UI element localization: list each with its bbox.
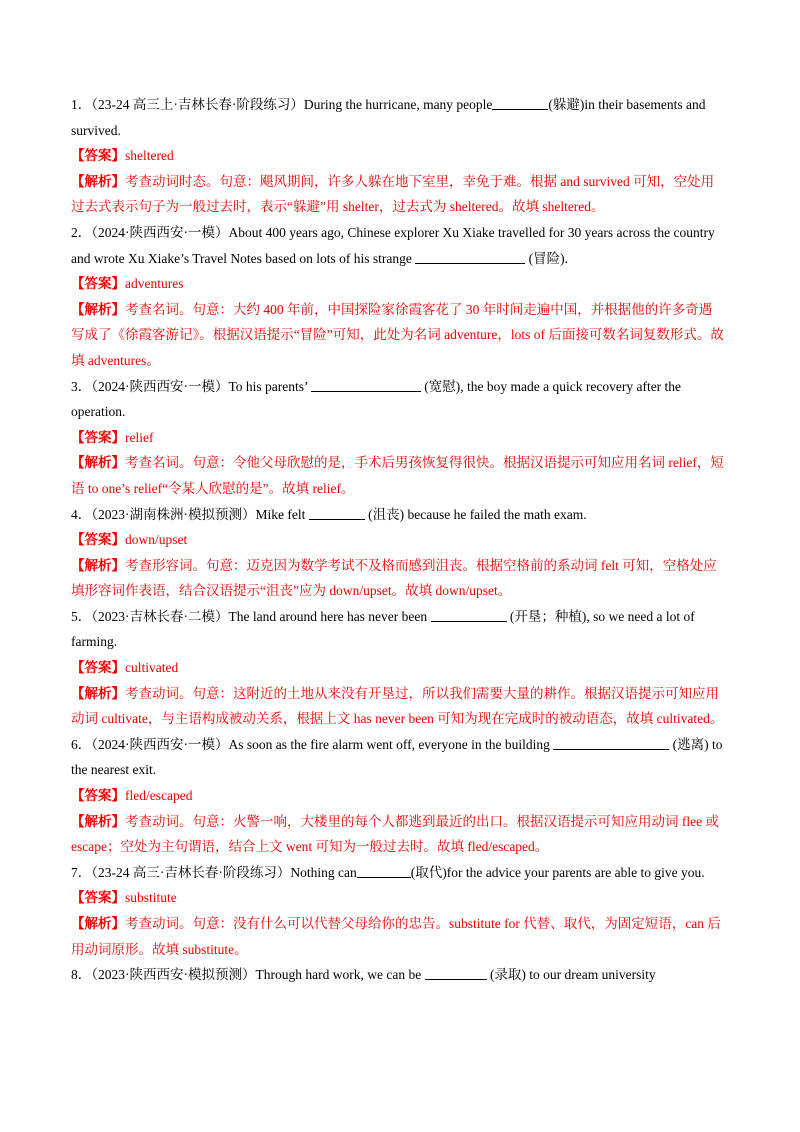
- analysis-label: 【解析】: [71, 685, 125, 701]
- answer-label: 【答案】: [71, 788, 125, 804]
- answer-label: 【答案】: [71, 660, 125, 676]
- analysis-text: 考查动词。句意：这附近的土地从来没有开垦过，所以我们需要大量的耕作。根据汉语提示可知应用动词 cultivate，与主语构成被动关系，根据上文 has never been 可知为现在完成时的被动语态，故填 cultivated。: [71, 685, 724, 727]
- question-3: [71, 374, 724, 425]
- analysis-label: 【解析】: [71, 916, 125, 931]
- answer-blank[interactable]: [415, 249, 525, 264]
- analysis-1: [71, 169, 724, 220]
- question-text: (沮丧) because he failed the math exam.: [364, 506, 587, 522]
- answer-text: adventures: [125, 276, 184, 292]
- analysis-text: 考查动词。句意：没有什么可以代替父母给你的忠告。substitute for 代替、取代，为固定短语，can 后用动词原形。故填 substitute。: [71, 916, 721, 957]
- analysis-label: 【解析】: [71, 301, 125, 317]
- answer-6: [71, 783, 724, 809]
- answer-label: 【答案】: [71, 148, 125, 164]
- answer-blank[interactable]: [309, 505, 365, 520]
- analysis-label: 【解析】: [71, 557, 125, 573]
- question-text: 8．（2023·陕西西安·模拟预测）Through hard work, we can be: [71, 967, 425, 983]
- answer-blank[interactable]: [431, 607, 507, 622]
- answer-1: [71, 143, 724, 169]
- analysis-text: 考查名词。句意：令他父母欣慰的是，手术后男孩恢复得很快。根据汉语提示可知应用名词 relief，短语 to one’s relief“令某人欣慰的是”。故填 relief。: [71, 455, 724, 496]
- answer-4: [71, 527, 724, 553]
- answer-text: down/upset: [125, 532, 188, 548]
- answer-label: 【答案】: [71, 276, 125, 292]
- question-text: (取代)for the advice your parents are able to give you.: [410, 864, 705, 880]
- analysis-2: [71, 297, 724, 374]
- question-2: [71, 220, 724, 271]
- analysis-6: [71, 809, 724, 860]
- question-text: 1．（23-24 高三上·吉林长春·阶段练习）During the hurricane, many people: [71, 97, 493, 112]
- answer-blank[interactable]: [357, 863, 411, 878]
- question-6: [71, 732, 724, 783]
- analysis-5: [71, 681, 724, 732]
- question-text: 6．（2024·陕西西安·一模）As soon as the fire alarm went off, everyone in the building: [71, 736, 554, 752]
- question-8: [71, 962, 724, 988]
- answer-label: 【答案】: [71, 429, 125, 445]
- answer-text: fled/escaped: [125, 788, 193, 804]
- analysis-4: [71, 553, 724, 604]
- question-text: 5．（2023·吉林长春·二模）The land around here has never been: [71, 608, 431, 624]
- analysis-7: [71, 911, 724, 962]
- analysis-label: 【解析】: [71, 455, 125, 471]
- analysis-label: 【解析】: [71, 813, 125, 829]
- analysis-text: 考查动词。句意：火警一响，大楼里的每个人都逃到最近的出口。根据汉语提示可知应用动词 flee 或 escape；空处为主句谓语，结合上文 went 可知为一般过去时。故填 fled/escaped。: [71, 813, 719, 855]
- answer-text: sheltered: [125, 148, 174, 164]
- question-text: (逃离) to the nearest exit.: [71, 736, 723, 778]
- answer-text: substitute: [125, 890, 177, 906]
- question-text: 4．（2023·湖南株洲·模拟预测）Mike felt: [71, 506, 309, 522]
- analysis-text: 考查动词时态。句意：飓风期间，许多人躲在地下室里，幸免于难。根据 and survived 可知，空处用过去式表示句子为一般过去时，表示“躲避”用 shelter，过去式为 sheltered。故填 sheltered。: [71, 173, 715, 215]
- question-1: [71, 92, 724, 143]
- question-5: [71, 604, 724, 655]
- answer-7: [71, 885, 724, 911]
- analysis-text: 考查名词。句意：大约 400 年前，中国探险家徐霞客花了 30 年时间走遍中国，并根据他的许多奇遇写成了《徐霞客游记》。根据汉语提示“冒险”可知，此处为名词 adventure，lots of 后面接可数名词复数形式。故填 adventures。: [71, 301, 724, 368]
- answer-2: [71, 271, 724, 297]
- answer-label: 【答案】: [71, 532, 125, 548]
- analysis-3: [71, 450, 724, 501]
- answer-label: 【答案】: [71, 890, 125, 906]
- question-4: [71, 502, 724, 528]
- answer-blank[interactable]: [311, 377, 421, 392]
- answer-blank[interactable]: [553, 735, 669, 750]
- question-text: (冒险).: [525, 250, 568, 266]
- analysis-text: 考查形容词。句意：迈克因为数学考试不及格而感到沮丧。根据空格前的系动词 felt 可知，空格处应填形容词作表语，结合汉语提示“沮丧”应为 down/upset。故填 down/upset。: [71, 557, 717, 599]
- answer-blank[interactable]: [425, 965, 487, 980]
- question-text: (录取) to our dream university: [486, 967, 656, 983]
- answer-5: [71, 655, 724, 681]
- answer-text: cultivated: [125, 660, 179, 676]
- answer-3: [71, 425, 724, 451]
- question-text: (开垦；种植), so we need a lot of farming.: [71, 608, 695, 650]
- answer-blank[interactable]: [492, 95, 548, 110]
- analysis-label: 【解析】: [71, 173, 125, 189]
- question-text: (宽慰), the boy made a quick recovery after the operation.: [71, 378, 682, 420]
- question-text: 2．（2024·陕西西安·一模）About 400 years ago, Chinese explorer Xu Xiake travelled for 30 years across the country and wrote Xu Xiake’s Travel Notes based on lots of his strange: [71, 224, 715, 266]
- answer-text: relief: [125, 429, 154, 445]
- question-text: 3．（2024·陕西西安·一模）To his parents’: [71, 378, 311, 394]
- question-text: (躲避)in their basements and survived.: [71, 97, 706, 138]
- question-7: [71, 860, 724, 886]
- question-text: 7．（23-24 高三·吉林长春·阶段练习）Nothing can: [71, 864, 357, 880]
